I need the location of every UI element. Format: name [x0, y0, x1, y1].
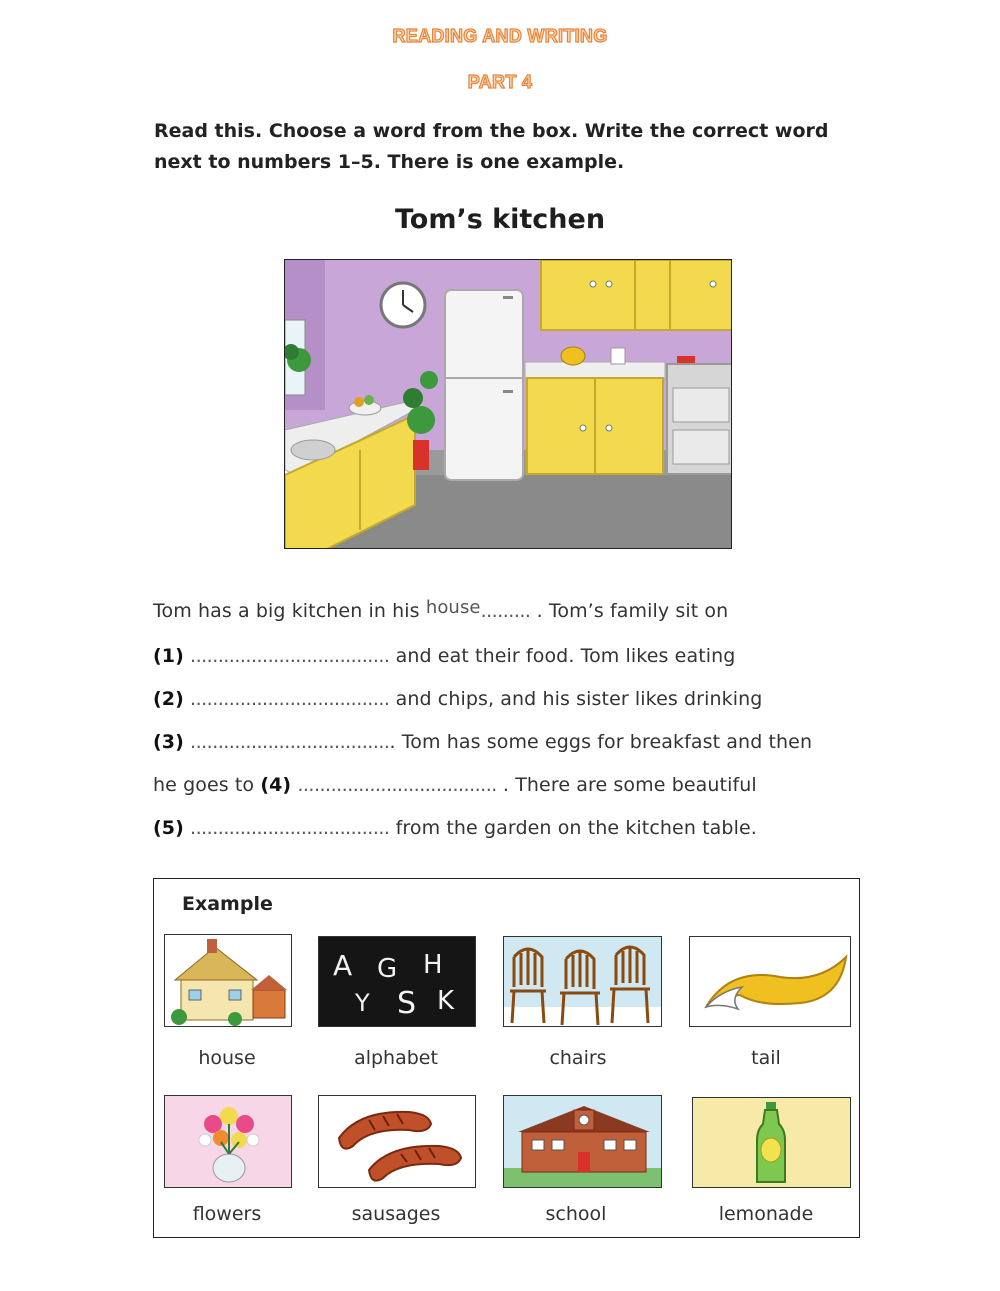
story-line-0-before: Tom has a big kitchen in his — [153, 600, 426, 622]
alphabet-letter: G — [377, 954, 398, 984]
alphabet-letter: K — [437, 986, 455, 1016]
word-house: house — [198, 1047, 256, 1069]
gap-number-1: (1) — [153, 645, 184, 667]
sausages-icon — [319, 1096, 476, 1188]
gap-number-3: (3) — [153, 731, 184, 753]
story-line-4-text: . There are some beautiful — [502, 774, 757, 796]
alphabet-letter: S — [397, 986, 417, 1021]
example-dots: ......... — [480, 600, 531, 622]
gap-number-4: (4) — [260, 774, 292, 796]
word-flowers: flowers — [192, 1203, 262, 1225]
lemonade-picture — [692, 1097, 851, 1188]
school-picture — [503, 1095, 662, 1188]
story-line-0 — [153, 597, 873, 622]
word-school: school — [545, 1203, 607, 1225]
story-line-4-before: he goes to — [153, 774, 261, 796]
gap-number-2: (2) — [153, 688, 184, 710]
flowers-picture — [164, 1095, 292, 1188]
kitchen-illustration — [284, 259, 732, 549]
word-chairs: chairs — [549, 1047, 607, 1069]
kitchen-scene-image — [285, 260, 732, 549]
answer-blank-4[interactable]: .................................... — [297, 774, 497, 796]
story-title: Tom’s kitchen — [394, 204, 606, 235]
word-tail: tail — [751, 1047, 781, 1069]
flowers-vase-icon — [165, 1096, 292, 1188]
story-line-3 — [153, 731, 873, 753]
answer-blank-1[interactable]: .................................... — [190, 645, 390, 667]
alphabet-blackboard-icon — [319, 937, 476, 1027]
word-lemonade: lemonade — [718, 1203, 814, 1225]
sausages-picture — [318, 1095, 476, 1188]
instructions-line-2: next to numbers 1–5. There is one example. — [154, 151, 625, 173]
story-line-2-text: and chips, and his sister likes drinking — [395, 688, 763, 710]
answer-blank-3[interactable]: .................................... — [190, 731, 390, 753]
school-building-icon — [504, 1096, 662, 1188]
example-answer: house — [425, 597, 481, 618]
alphabet-letter: A — [333, 949, 353, 982]
word-alphabet: alphabet — [354, 1047, 438, 1069]
story-line-0-after: . Tom’s family sit on — [536, 600, 729, 622]
worksheet-title: READING AND WRITING — [392, 26, 608, 46]
fox-tail-icon — [690, 937, 851, 1027]
story-line-5 — [153, 817, 873, 839]
gap-number-5: (5) — [153, 817, 184, 839]
alphabet-letter: Y — [355, 989, 370, 1017]
part-label: PART 4 — [467, 72, 533, 92]
answer-blank-2[interactable]: .................................... — [190, 688, 390, 710]
alphabet-letter: H — [423, 950, 443, 980]
word-sausages: sausages — [351, 1203, 441, 1225]
story-line-1-text: and eat their food. Tom likes eating — [395, 645, 736, 667]
alphabet-picture — [318, 936, 476, 1027]
house-icon — [165, 935, 292, 1027]
story-line-1 — [153, 645, 873, 667]
chairs-icon — [504, 937, 662, 1027]
story-line-2 — [153, 688, 873, 710]
house-picture — [164, 934, 292, 1027]
story-line-4 — [153, 774, 873, 796]
instructions — [154, 116, 854, 178]
story-line-5-text: from the garden on the kitchen table. — [395, 817, 757, 839]
example-label: Example — [182, 893, 273, 915]
story-line-3-text: . Tom has some eggs for breakfast and then — [389, 731, 813, 753]
chairs-picture — [503, 936, 662, 1027]
answer-blank-5[interactable]: .................................... — [190, 817, 390, 839]
instructions-line-1: Read this. Choose a word from the box. Write the correct word — [154, 120, 829, 142]
lemonade-bottle-icon — [693, 1098, 851, 1188]
tail-picture — [689, 936, 851, 1027]
